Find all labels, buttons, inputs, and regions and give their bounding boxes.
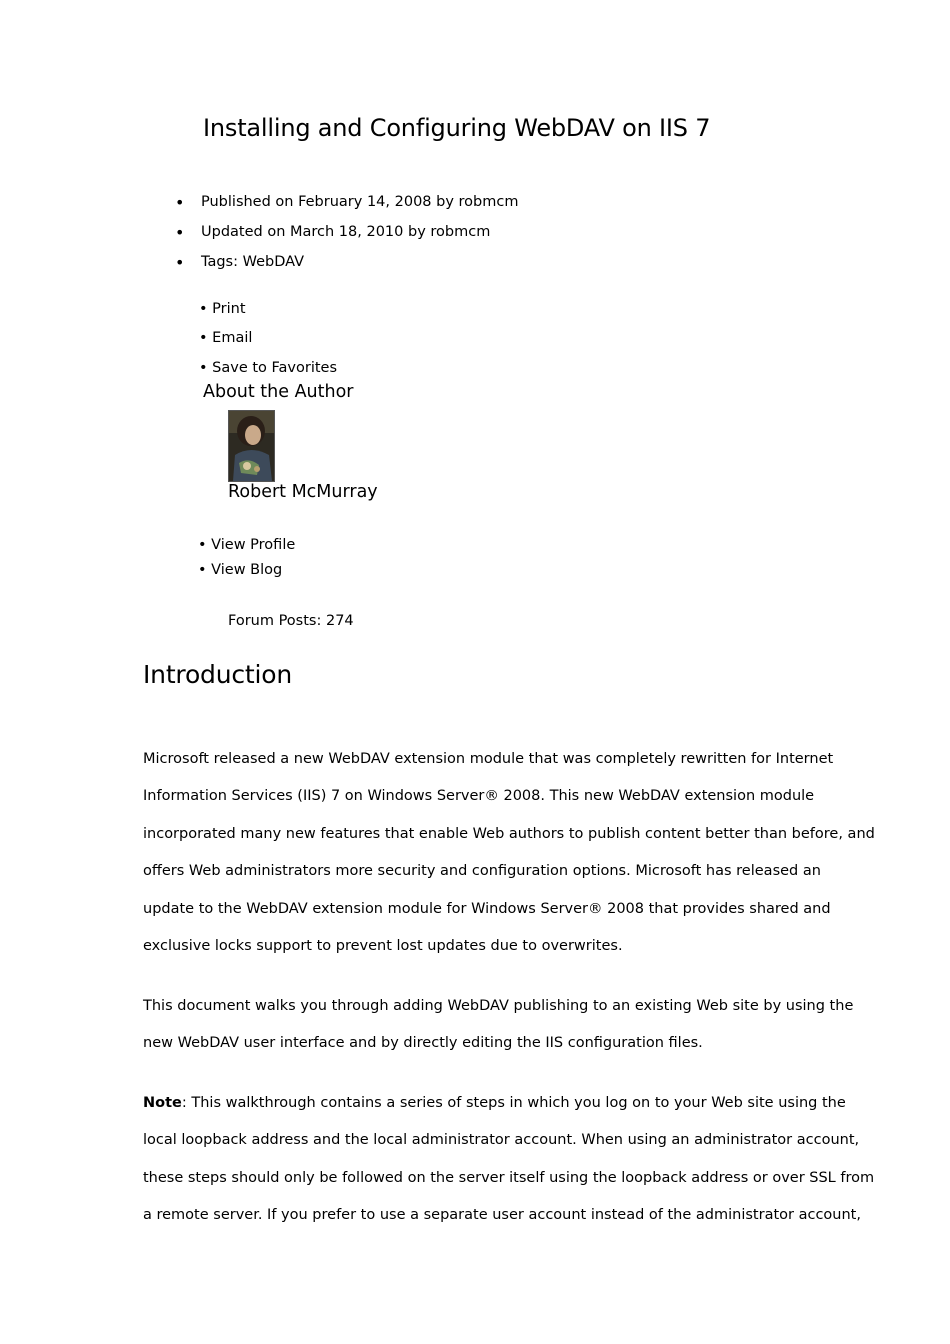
- text-line: offers Web administrators more security and configuration options. Microsoft has released an: [143, 863, 821, 880]
- updated-info: [175, 223, 491, 242]
- tags-text[interactable]: Tags: WebDAV: [201, 254, 305, 270]
- text-line: [143, 1085, 846, 1122]
- note-text: : This walkthrough contains a series of steps in which you log on to your Web site using the: [181, 1095, 846, 1111]
- text-line: a remote server. If you prefer to use a separate user account instead of the administrator account,: [143, 1207, 861, 1224]
- view-profile-link[interactable]: • View Profile: [198, 537, 296, 553]
- introduction-heading: Introduction: [143, 660, 292, 689]
- about-author-heading: About the Author: [203, 382, 354, 402]
- text-line: local loopback address and the local administrator account. When using an administrator account,: [143, 1132, 860, 1149]
- author-avatar[interactable]: [228, 410, 275, 482]
- view-blog-link[interactable]: • View Blog: [198, 562, 283, 578]
- note-label: Note: [143, 1095, 182, 1111]
- text-line: these steps should only be followed on the server itself using the loopback address or over SSL from: [143, 1169, 875, 1186]
- text-line: Microsoft released a new WebDAV extension module that was completely rewritten for Internet: [143, 751, 834, 767]
- forum-posts: Forum Posts: 274: [228, 613, 354, 629]
- text-line: update to the WebDAV extension module for Windows Server® 2008 that provides shared and: [143, 900, 831, 917]
- published-text: Published on February 14, 2008 by robmcm: [201, 194, 519, 210]
- intro-paragraph-2: [143, 988, 854, 1063]
- text-line: Information Services (IIS) 7 on Windows Server® 2008. This new WebDAV extension module: [143, 788, 815, 805]
- note-paragraph: [143, 1085, 875, 1235]
- email-link[interactable]: • Email: [199, 330, 253, 346]
- text-line: exclusive locks support to prevent lost updates due to overwrites.: [143, 938, 623, 955]
- intro-paragraph-1: [143, 741, 875, 965]
- page-title: Installing and Configuring WebDAV on IIS 7: [203, 114, 711, 142]
- author-name[interactable]: Robert McMurray: [228, 482, 378, 502]
- text-line: new WebDAV user interface and by directly editing the IIS configuration files.: [143, 1035, 703, 1052]
- print-link[interactable]: • Print: [199, 301, 246, 317]
- text-line: This document walks you through adding WebDAV publishing to an existing Web site by using the: [143, 998, 854, 1014]
- save-favorites-link[interactable]: • Save to Favorites: [199, 360, 338, 376]
- published-info: [175, 193, 519, 212]
- bullet: •: [175, 193, 185, 212]
- updated-text: Updated on March 18, 2010 by robmcm: [201, 224, 491, 240]
- bullet: •: [175, 253, 185, 272]
- bullet: •: [175, 223, 185, 242]
- text-line: incorporated many new features that enable Web authors to publish content better than before, and: [143, 825, 875, 842]
- tags-info[interactable]: [175, 253, 305, 272]
